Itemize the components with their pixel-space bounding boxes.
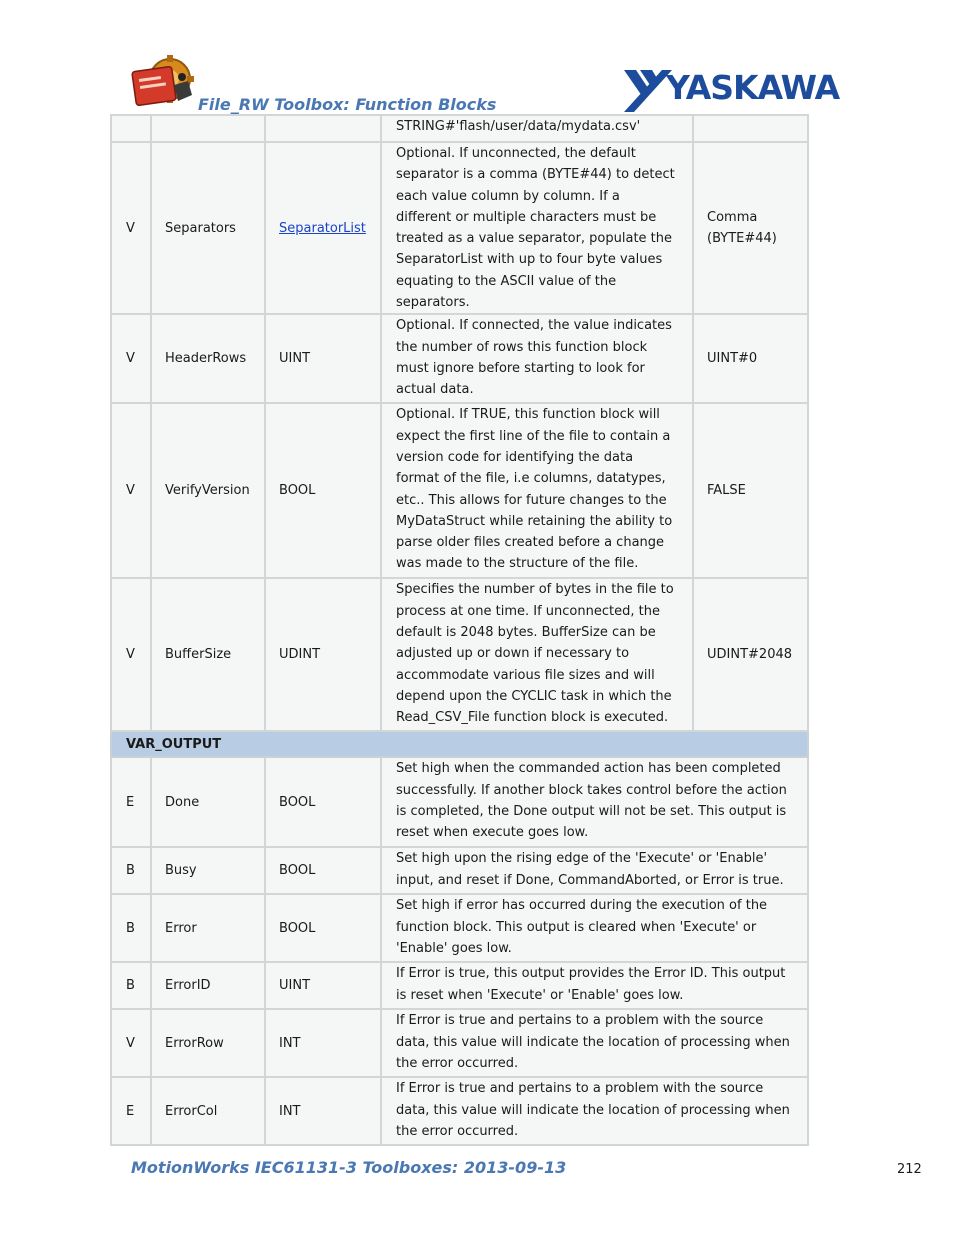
description-cell: If Error is true and pertains to a problem with the source data, this value will indicate the location of processing when the error occurred.	[381, 1077, 808, 1145]
description-cell: If Error is true and pertains to a problem with the source data, this value will indicate the location of processing when the error occurred.	[381, 1009, 808, 1077]
scope-cell: E	[111, 757, 151, 847]
description-cell: Optional. If connected, the value indicates the number of rows this function block must ignore before starting to look for actual data.	[381, 314, 693, 403]
description-cell: Set high upon the rising edge of the 'Execute' or 'Enable' input, and reset if Done, CommandAborted, or Error is true.	[381, 847, 808, 894]
type-cell: INT	[265, 1077, 381, 1145]
scope-cell	[111, 115, 151, 142]
table-row	[111, 962, 808, 1009]
name-cell	[151, 115, 265, 142]
scope-cell: V	[111, 1009, 151, 1077]
brand-name: YASKAWA	[666, 68, 840, 107]
scope-cell: V	[111, 314, 151, 403]
section-header-row	[111, 731, 808, 757]
name-cell: Busy	[151, 847, 265, 894]
yaskawa-logo	[622, 66, 846, 112]
parameter-table	[110, 114, 809, 1146]
type-cell: BOOL	[265, 894, 381, 962]
table-row	[111, 578, 808, 731]
table-row	[111, 314, 808, 403]
yaskawa-mark-icon	[624, 70, 672, 112]
table-row	[111, 1077, 808, 1145]
toolbox-logo-icon	[130, 55, 200, 111]
default-cell	[693, 115, 808, 142]
table-row	[111, 847, 808, 894]
default-cell: FALSE	[693, 403, 808, 578]
footer-title: MotionWorks IEC61131-3 Toolboxes: 2013-09-13	[131, 1158, 567, 1177]
description-cell: Optional. If TRUE, this function block will expect the first line of the file to contain a version code for identifying the data format of the file, i.e columns, datatypes, etc.. This allows for future changes to the MyDataStruct while retaining the ability to parse older files created before a change was made to the structure of the file.	[381, 403, 693, 578]
default-cell: Comma (BYTE#44)	[693, 142, 808, 314]
type-cell: INT	[265, 1009, 381, 1077]
scope-cell: B	[111, 894, 151, 962]
header-title: File_RW Toolbox: Function Blocks	[198, 95, 497, 114]
name-cell: Error	[151, 894, 265, 962]
table-row	[111, 1009, 808, 1077]
table-row	[111, 115, 808, 142]
page-number: 212	[897, 1162, 922, 1177]
name-cell: ErrorRow	[151, 1009, 265, 1077]
scope-cell: V	[111, 403, 151, 578]
type-cell: BOOL	[265, 403, 381, 578]
description-cell: Set high if error has occurred during the execution of the function block. This output is cleared when 'Execute' or 'Enable' goes low.	[381, 894, 808, 962]
default-cell: UDINT#2048	[693, 578, 808, 731]
description-cell: Optional. If unconnected, the default separator is a comma (BYTE#44) to detect each value column by column. If a different or multiple characters must be treated as a value separator, populate the SeparatorList with up to four byte values equating to the ASCII value of the separators.	[381, 142, 693, 314]
table-row	[111, 757, 808, 847]
description-cell: Specifies the number of bytes in the file to process at one time. If unconnected, the default is 2048 bytes. BufferSize can be adjusted up or down if necessary to accommodate various file sizes and will depend upon the CYCLIC task in which the Read_CSV_File function block is executed.	[381, 578, 693, 731]
name-cell: ErrorCol	[151, 1077, 265, 1145]
section-label: VAR_OUTPUT	[111, 731, 808, 757]
type-cell	[265, 115, 381, 142]
type-cell: UDINT	[265, 578, 381, 731]
name-cell: Separators	[151, 142, 265, 314]
table-row	[111, 894, 808, 962]
type-cell: BOOL	[265, 847, 381, 894]
name-cell: Done	[151, 757, 265, 847]
scope-cell: B	[111, 847, 151, 894]
scope-cell: V	[111, 142, 151, 314]
type-cell: UINT	[265, 962, 381, 1009]
table-row	[111, 403, 808, 578]
scope-cell: V	[111, 578, 151, 731]
name-cell: HeaderRows	[151, 314, 265, 403]
scope-cell: E	[111, 1077, 151, 1145]
name-cell: BufferSize	[151, 578, 265, 731]
scope-cell: B	[111, 962, 151, 1009]
type-cell: BOOL	[265, 757, 381, 847]
name-cell: ErrorID	[151, 962, 265, 1009]
description-cell: STRING#'flash/user/data/mydata.csv'	[381, 115, 693, 142]
table-row	[111, 142, 808, 314]
description-cell: If Error is true, this output provides the Error ID. This output is reset when 'Execute' or 'Enable' goes low.	[381, 962, 808, 1009]
type-cell	[265, 142, 381, 314]
default-cell: UINT#0	[693, 314, 808, 403]
separator-list-link[interactable]: SeparatorList	[279, 220, 366, 236]
description-cell: Set high when the commanded action has been completed successfully. If another block takes control before the action is completed, the Done output will not be set. This output is reset when execute goes low.	[381, 757, 808, 847]
name-cell: VerifyVersion	[151, 403, 265, 578]
type-cell: UINT	[265, 314, 381, 403]
